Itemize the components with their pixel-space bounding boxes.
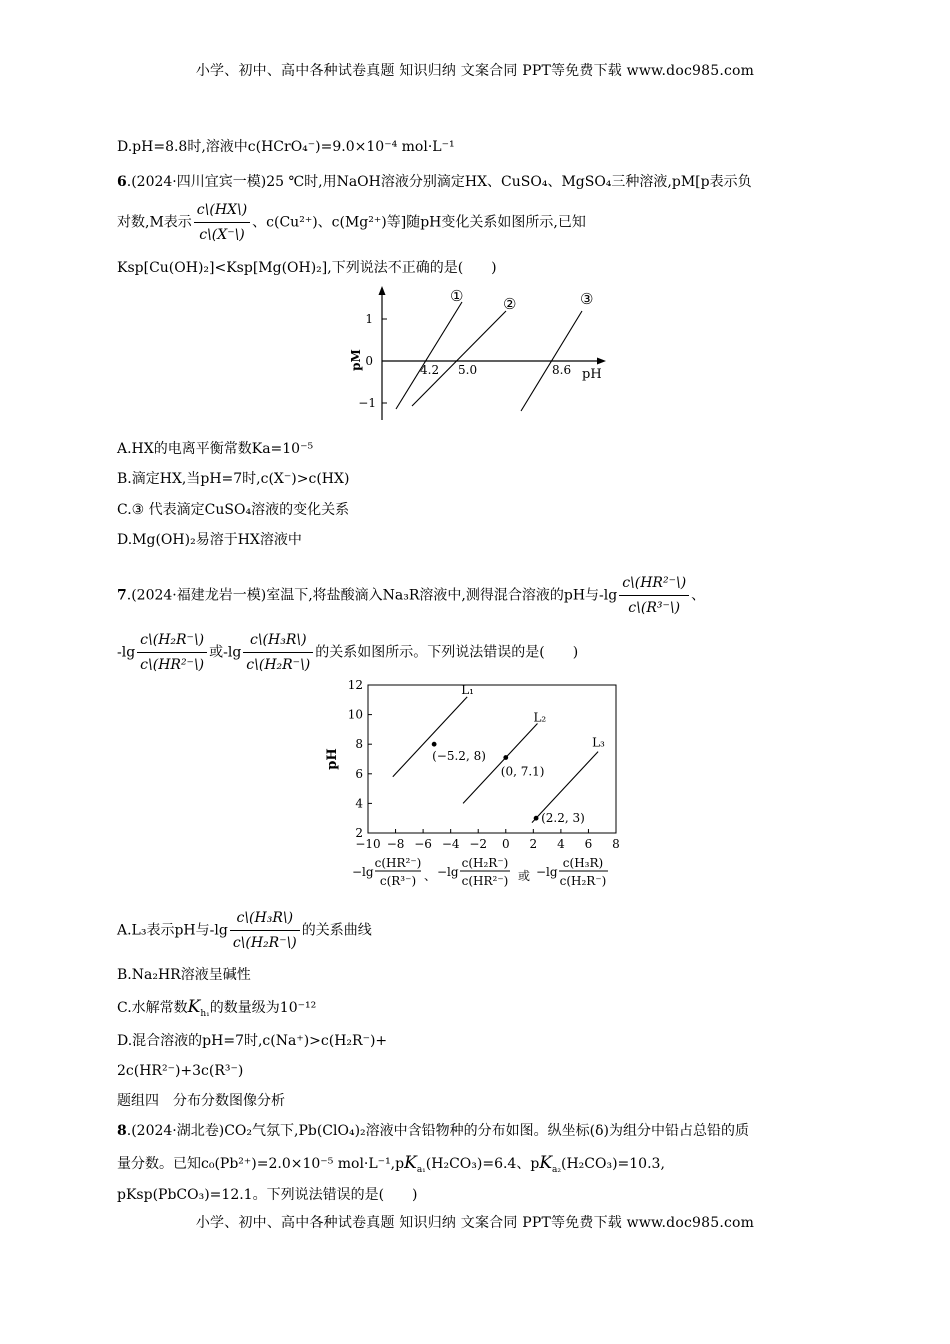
chart2-label-l1: L₁ (461, 682, 474, 697)
q7-option-d-line2: 2c(HR²⁻)+3c(R³⁻) (117, 1063, 244, 1079)
q7-option-a-post: 的关系曲线 (301, 922, 372, 939)
q7-line2 (117, 630, 578, 675)
prev-option-d: D.pH=8.8时,溶液中c(HCrO₄⁻)=9.0×10⁻⁴ mol·L⁻¹ (117, 139, 455, 155)
q6-fraction (194, 200, 250, 245)
chart2-cap-den-3: c(H₂R⁻) (559, 874, 607, 888)
chart2-xtick-label: −8 (386, 837, 405, 851)
q6-line3: Ksp[Cu(OH)₂]<Ksp[Mg(OH)₂],下列说法不正确的是( ) (117, 260, 497, 276)
chart2-xtick-label: 8 (612, 837, 620, 851)
q7-frac-2-den: c\(HR²⁻\) (140, 657, 205, 673)
chart2-xtick-label: 2 (529, 837, 538, 851)
q7-option-a-pre: A.L₃表示pH与-lg (117, 922, 228, 939)
chart-pm-ph (340, 282, 610, 424)
group4-heading: 题组四 分布分数图像分析 (117, 1093, 285, 1109)
q8-line2-post: (H₂CO₃)=10.3, (561, 1156, 665, 1172)
q6-line1-text: .(2024·四川宜宾一模)25 ℃时,用NaOH溶液分别滴定HX、CuSO₄、MgSO₄三种溶液,pM[p表示负 (126, 174, 752, 190)
q7-option-c-post: 的数量级为10⁻¹² (209, 1000, 317, 1016)
q8-line3: pKsp(PbCO₃)=12.1。下列说法错误的是( ) (117, 1187, 418, 1203)
q7-option-a-frac (230, 908, 300, 953)
q6-frac-den: c\(X⁻\) (199, 227, 245, 243)
q8-sub-2: a₂ (552, 1164, 561, 1175)
chart1-xlabel-42: 4.2 (420, 363, 440, 377)
chart2-label-l2: L₂ (533, 710, 547, 725)
chart1-curve-label-2: ② (503, 295, 517, 313)
chart2-ytick-label: 10 (347, 707, 363, 722)
chart1-x-arrow-icon (597, 358, 606, 365)
chart2-ytick-label: 8 (355, 737, 363, 752)
chart2-point-3 (534, 816, 539, 821)
q8-number: 8 (117, 1123, 127, 1139)
chart2-ytick-label: 2 (355, 826, 363, 840)
chart2-xtick-label: −2 (469, 837, 488, 851)
chart2-axis-ylabel: pH (325, 748, 340, 770)
chart1-curve-label-3: ③ (580, 290, 594, 308)
chart2-xtick-label: 4 (557, 837, 565, 851)
chart2-line-1 (393, 697, 467, 777)
q7-frac-1 (619, 573, 689, 618)
chart2-point-label-2: (0, 7.1) (500, 764, 545, 779)
chart2-cap-den-2: c(HR²⁻) (461, 874, 509, 888)
chart2-cap-lg-3: −lg (536, 865, 558, 879)
chart2-ytick-label: 12 (347, 680, 363, 692)
q7-frac-3-num: c\(H₃R\) (243, 630, 313, 653)
chart2-point-1 (432, 742, 437, 747)
q7-frac-1-den: c\(R³⁻\) (628, 600, 681, 616)
chart2-cap-num-1: c(HR²⁻) (374, 856, 422, 870)
q7-option-a-den: c\(H₂R⁻\) (232, 935, 297, 951)
chart2-xtick-label: −6 (414, 837, 432, 851)
q7-option-c-sub: h₁ (200, 1008, 210, 1019)
chart2-ytick-label: 6 (355, 766, 363, 781)
q7-line2-pre: -lg (117, 644, 136, 661)
q8-line1-text: .(2024·湖北卷)CO₂气氛下,Pb(ClO₄)₂溶液中含铅物种的分布如图。纵坐标(δ)为组分中铅占总铅的质 (126, 1123, 750, 1139)
q7-frac-2 (137, 630, 207, 675)
chart1-xlabel-50: 5.0 (458, 363, 478, 377)
q7-option-b: B.Na₂HR溶液呈碱性 (117, 967, 251, 983)
q7-frac-2-num: c\(H₂R⁻\) (137, 630, 207, 653)
chart2-xtick-label: −4 (441, 837, 460, 851)
q8-line2-pre: 量分数。已知c₀(Pb²⁺)=2.0×10⁻⁵ mol·L⁻¹,p (117, 1156, 405, 1172)
q7-line1-post: 、 (691, 587, 706, 604)
q7-option-a (117, 908, 372, 953)
q7-number: 7 (117, 587, 127, 604)
chart2-xtick-label: −10 (355, 837, 381, 851)
q6-line1 (117, 172, 752, 192)
chart2-label-l3: L₃ (592, 735, 605, 750)
chart2-line-2 (463, 723, 537, 803)
q7-option-d-line1: D.混合溶液的pH=7时,c(Na⁺)>c(H₂R⁻)+ (117, 1033, 388, 1049)
chart1-line-2 (412, 311, 506, 406)
chart2-point-label-3: (2.2, 3) (541, 811, 585, 826)
chart2-x-caption (352, 856, 608, 888)
q7-line1-pre: .(2024·福建龙岩一模)室温下,将盐酸滴入Na₃R溶液中,测得混合溶液的pH与-lg (126, 587, 618, 604)
q6-line2-post: 、c(Cu²⁺)、c(Mg²⁺)等]随pH变化关系如图所示,已知 (252, 214, 586, 231)
q7-option-c-pre: C.水解常数 (117, 1000, 188, 1016)
chart2-cap-lg-2: −lg (437, 865, 459, 879)
chart2-ytick-label: 4 (355, 796, 363, 811)
page-footer: 小学、初中、高中各种试卷真题 知识归纳 文案合同 PPT等免费下载 www.doc985.com (195, 1215, 755, 1231)
chart2-cap-or: 或 (518, 869, 531, 883)
q6-option-d: D.Mg(OH)₂易溶于HX溶液中 (117, 532, 302, 548)
q8-k-2: K (539, 1153, 553, 1173)
chart2-point-label-1: (−5.2, 8) (432, 749, 486, 764)
chart2-cap-lg-1: −lg (352, 865, 374, 879)
q8-line2 (117, 1153, 665, 1180)
q6-line2-pre: 对数,M表示 (117, 214, 192, 231)
chart2-cap-den-1: c(R³⁻) (379, 874, 417, 888)
q7-option-c (117, 997, 316, 1024)
chart1-curve-label-1: ① (450, 287, 464, 305)
chart1-ylabel-1: 1 (365, 312, 373, 326)
q8-k-1: K (404, 1153, 417, 1173)
chart1-axis-xlabel: pH (582, 367, 602, 382)
chart2-xtick-label: 0 (501, 837, 510, 851)
chart1-line-1 (396, 302, 462, 409)
q7-option-a-num: c\(H₃R\) (230, 908, 300, 931)
chart1-axis-ylabel: pM (349, 349, 363, 371)
chart1-ylabel-m1: −1 (358, 396, 376, 410)
q7-line2-post: 的关系如图所示。下列说法错误的是( ) (315, 644, 579, 661)
chart1-ylabel-0: 0 (365, 354, 373, 368)
chart2-cap-num-2: c(H₂R⁻) (461, 856, 509, 870)
q6-option-a: A.HX的电离平衡常数Ka=10⁻⁵ (117, 441, 314, 457)
q7-line2-mid: 或-lg (209, 644, 242, 661)
chart2-ticks (348, 680, 620, 851)
chart2-xtick-label: 6 (584, 837, 593, 851)
chart2-point-2 (503, 755, 508, 760)
q7-option-c-k: K (187, 997, 201, 1017)
q7-line1 (117, 573, 705, 618)
chart-ph-lg (322, 680, 634, 896)
q6-number: 6 (117, 174, 127, 190)
q8-line2-mid: (H₂CO₃)=6.4、p (425, 1156, 540, 1172)
q7-frac-3 (243, 630, 313, 675)
q7-frac-1-num: c\(HR²⁻\) (619, 573, 689, 596)
q6-option-b: B.滴定HX,当pH=7时,c(X⁻)>c(HX) (117, 471, 350, 487)
q6-frac-num: c\(HX\) (194, 200, 250, 223)
chart1-xlabel-86: 8.6 (552, 363, 572, 377)
page-header: 小学、初中、高中各种试卷真题 知识归纳 文案合同 PPT等免费下载 www.doc985.com (195, 63, 755, 79)
chart2-cap-num-3: c(H₃R) (562, 856, 604, 870)
q8-line1 (117, 1121, 749, 1141)
q6-option-c: C.③ 代表滴定CuSO₄溶液的变化关系 (117, 502, 350, 518)
q7-frac-3-den: c\(H₂R⁻\) (246, 657, 311, 673)
chart2-cap-sep: 、 (424, 869, 437, 883)
chart1-y-arrow-icon (379, 286, 386, 295)
q6-line2 (117, 200, 586, 245)
q8-sub-1: a₁ (416, 1164, 426, 1175)
chart2-series (393, 697, 598, 826)
